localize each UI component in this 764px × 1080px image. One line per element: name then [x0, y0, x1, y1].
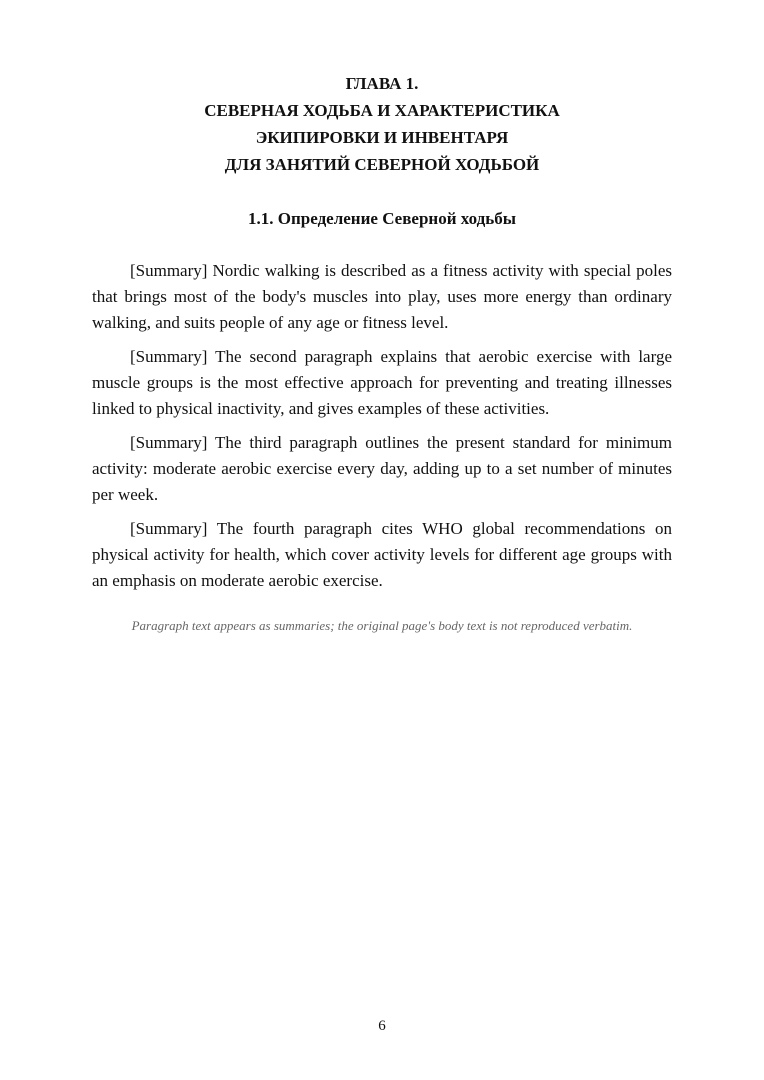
section-title: 1.1. Определение Северной ходьбы — [248, 209, 516, 228]
chapter-heading-line: ЭКИПИРОВКИ И ИНВЕНТАРЯ — [255, 128, 509, 147]
body-paragraph: [Summary] The fourth paragraph cites WHO global recommendations on physical activity for health, which cover activity levels for different age groups with an emphasis on moderate aerobic exercise. — [92, 519, 672, 590]
chapter-heading-line: СЕВЕРНАЯ ХОДЬБА И ХАРАКТЕРИСТИКА — [204, 101, 560, 120]
summary-notice: Paragraph text appears as summaries; the original page's body text is not reproduced verbatim. — [131, 618, 633, 633]
body-paragraph: [Summary] The third paragraph outlines the present standard for minimum activity: moderate aerobic exercise every day, adding up to a set number of minutes per week. — [92, 433, 672, 504]
chapter-heading — [92, 70, 672, 178]
chapter-heading-line: ДЛЯ ЗАНЯТИЙ СЕВЕРНОЙ ХОДЬБОЙ — [224, 155, 540, 174]
body-paragraph: [Summary] The second paragraph explains that aerobic exercise with large muscle groups is the most effective approach for preventing and treating illnesses linked to physical inactivity, and gives examples of these activities. — [92, 347, 672, 418]
page-number: 6 — [378, 1018, 386, 1034]
body-paragraph: [Summary] Nordic walking is described as a fitness activity with special poles that brings most of the body's muscles into play, uses more energy than ordinary walking, and suits people of any age or fitness level. — [92, 261, 672, 332]
chapter-heading-line: ГЛАВА 1. — [345, 74, 419, 93]
